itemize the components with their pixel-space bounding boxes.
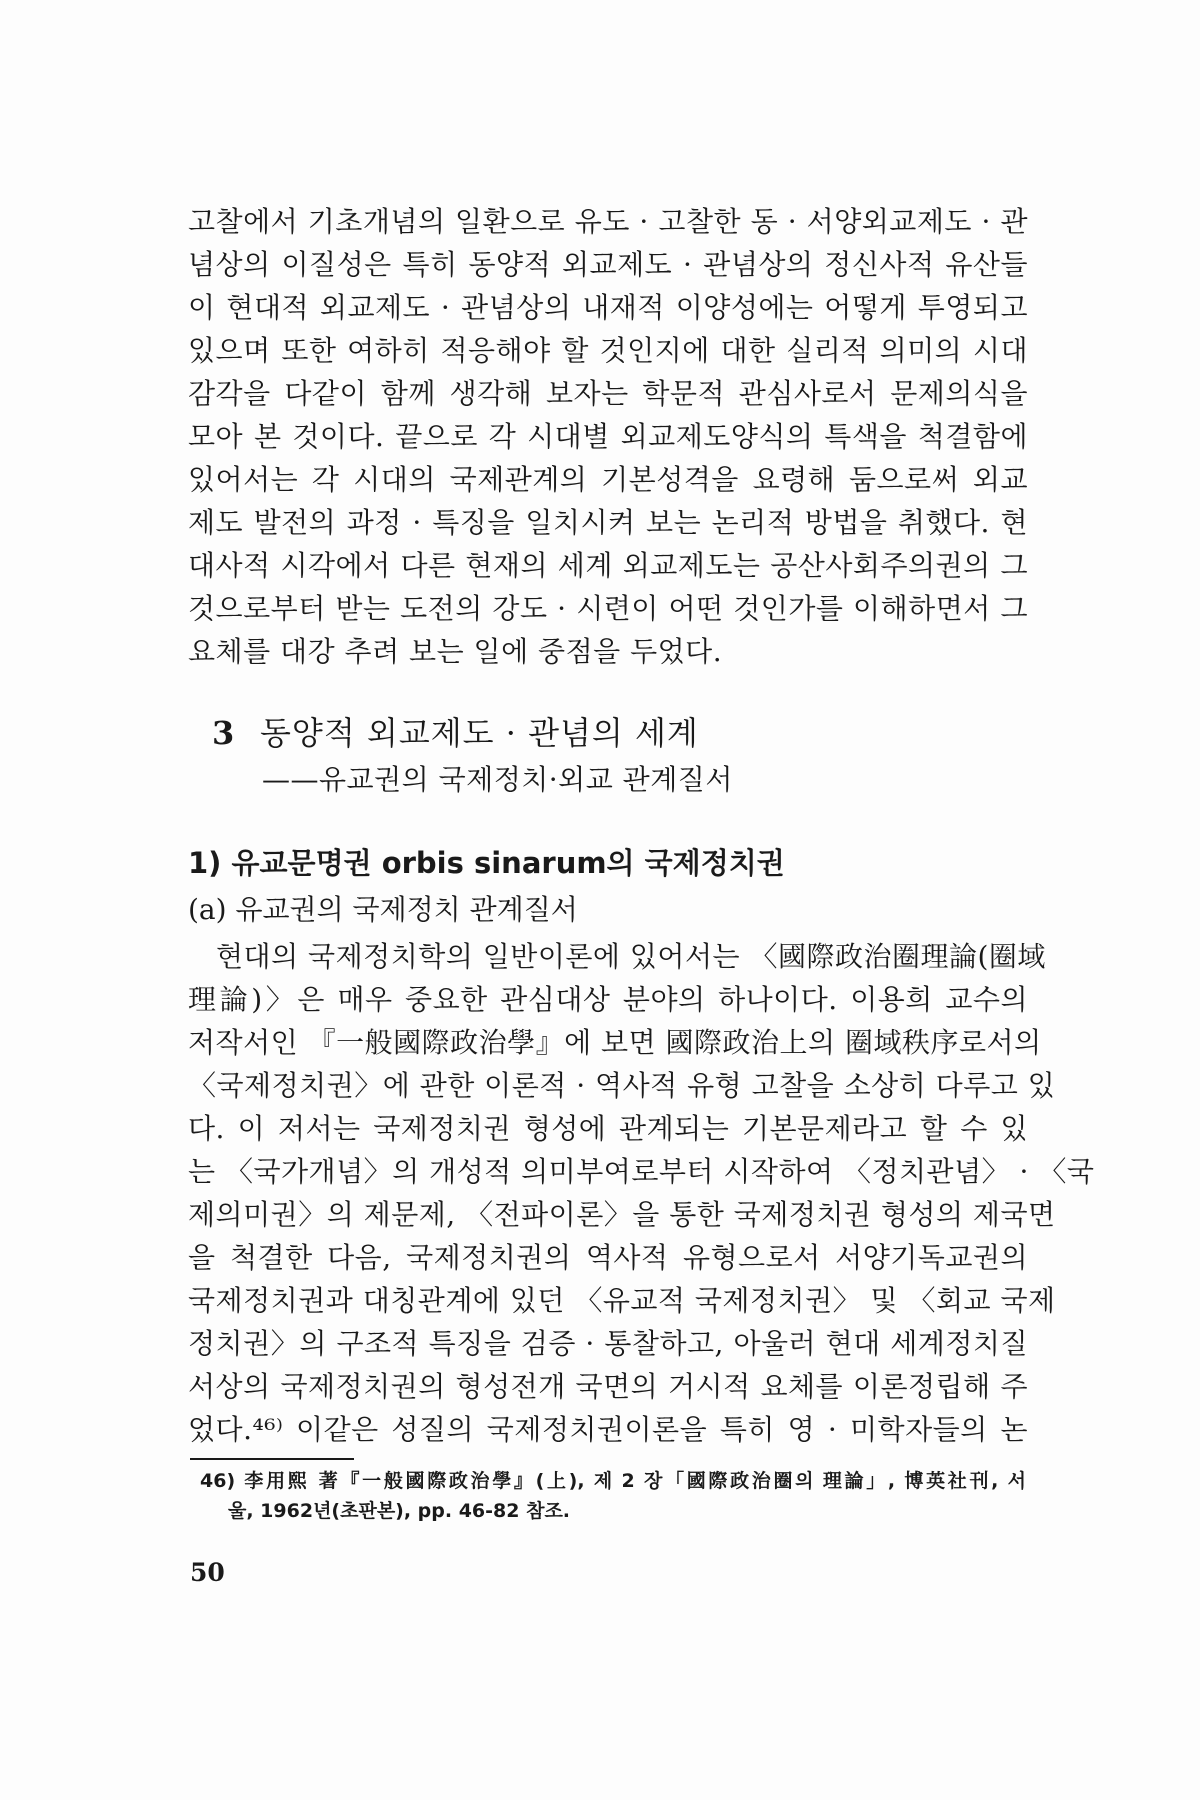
- text-line: 는 〈국가개념〉의 개성적 의미부여로부터 시작하여 〈정치관념〉 · 〈국: [188, 1155, 1095, 1188]
- footnote-46: [200, 1466, 1026, 1526]
- text-line: 있으며 또한 여하히 적응해야 할 것인지에 대한 실리적 의미의 시대: [188, 334, 1028, 367]
- text-line: 다. 이 저서는 국제정치권 형성에 관계되는 기본문제라고 할 수 있: [188, 1112, 1028, 1145]
- text-line: 대사적 시각에서 다른 현재의 세계 외교제도는 공산사회주의권의 그: [188, 549, 1028, 582]
- text-line: 요체를 대강 추려 보는 일에 중점을 두었다.: [188, 635, 723, 668]
- text-line: 제의미권〉의 제문제, 〈전파이론〉을 통한 국제정치권 형성의 제국면: [188, 1198, 1056, 1231]
- text-line: 있어서는 각 시대의 국제관계의 기본성격을 요령해 둠으로써 외교: [188, 463, 1028, 496]
- section-subtitle: ——유교권의 국제정치·외교 관계질서: [262, 763, 733, 796]
- subsection-heading: 1) 유교문명권 orbis sinarum의 국제정치권: [188, 846, 785, 880]
- footnote-line: 46) 李用熙 著『一般國際政治學』(上), 제 2 장「國際政治圈의 理論」, 博英社刊, 서: [200, 1470, 1026, 1492]
- text-line: 고찰에서 기초개념의 일환으로 유도 · 고찰한 동 · 서양외교제도 · 관: [188, 205, 1028, 238]
- text-line: 모아 본 것이다. 끝으로 각 시대별 외교제도양식의 특색을 척결함에: [188, 420, 1028, 453]
- subsubsection-heading: (a) 유교권의 국제정치 관계질서: [188, 893, 578, 926]
- text-line: 었다.⁴⁶⁾ 이같은 성질의 국제정치권이론을 특히 영 · 미학자들의 논: [188, 1413, 1028, 1446]
- text-line: 을 척결한 다음, 국제정치권의 역사적 유형으로서 서양기독교권의: [188, 1241, 1028, 1274]
- intro-paragraph: [188, 200, 1028, 673]
- text-line: 저작서인 『一般國際政治學』에 보면 國際政治上의 圈域秩序로서의: [188, 1026, 1042, 1059]
- text-line: 념상의 이질성은 특히 동양적 외교제도 · 관념상의 정신사적 유산들: [188, 248, 1028, 281]
- text-line: 서상의 국제정치권의 형성전개 국면의 거시적 요체를 이론정립해 주: [188, 1370, 1028, 1403]
- text-line: 감각을 다같이 함께 생각해 보자는 학문적 관심사로서 문제의식을: [188, 377, 1028, 410]
- page-number: 50: [190, 1558, 225, 1587]
- footnote-divider: [190, 1458, 354, 1460]
- body-paragraph: [188, 935, 1095, 1451]
- text-line: 〈국제정치권〉에 관한 이론적 · 역사적 유형 고찰을 소상히 다루고 있: [188, 1069, 1056, 1102]
- section-number: 3: [212, 714, 236, 752]
- text-line: 理論)〉은 매우 중요한 관심대상 분야의 하나이다. 이용희 교수의: [188, 983, 1028, 1016]
- text-line: 이 현대적 외교제도 · 관념상의 내재적 이양성에는 어떻게 투영되고: [188, 291, 1028, 324]
- footnote-line: 울, 1962년(초판본), pp. 46-82 참조.: [228, 1500, 571, 1522]
- section-title: 동양적 외교제도 · 관념의 세계: [260, 714, 699, 752]
- text-line: 정치권〉의 구조적 특징을 검증 · 통찰하고, 아울러 현대 세계정치질: [188, 1327, 1028, 1360]
- section-heading: [212, 713, 699, 753]
- text-line: 것으로부터 받는 도전의 강도 · 시련이 어떤 것인가를 이해하면서 그: [188, 592, 1028, 625]
- text-line: 국제정치권과 대칭관계에 있던 〈유교적 국제정치권〉 및 〈회교 국제: [188, 1284, 1056, 1317]
- text-line: 현대의 국제정치학의 일반이론에 있어서는 〈國際政治圈理論(圈域: [216, 940, 1046, 973]
- text-line: 제도 발전의 과정 · 특징을 일치시켜 보는 논리적 방법을 취했다. 현: [188, 506, 1028, 539]
